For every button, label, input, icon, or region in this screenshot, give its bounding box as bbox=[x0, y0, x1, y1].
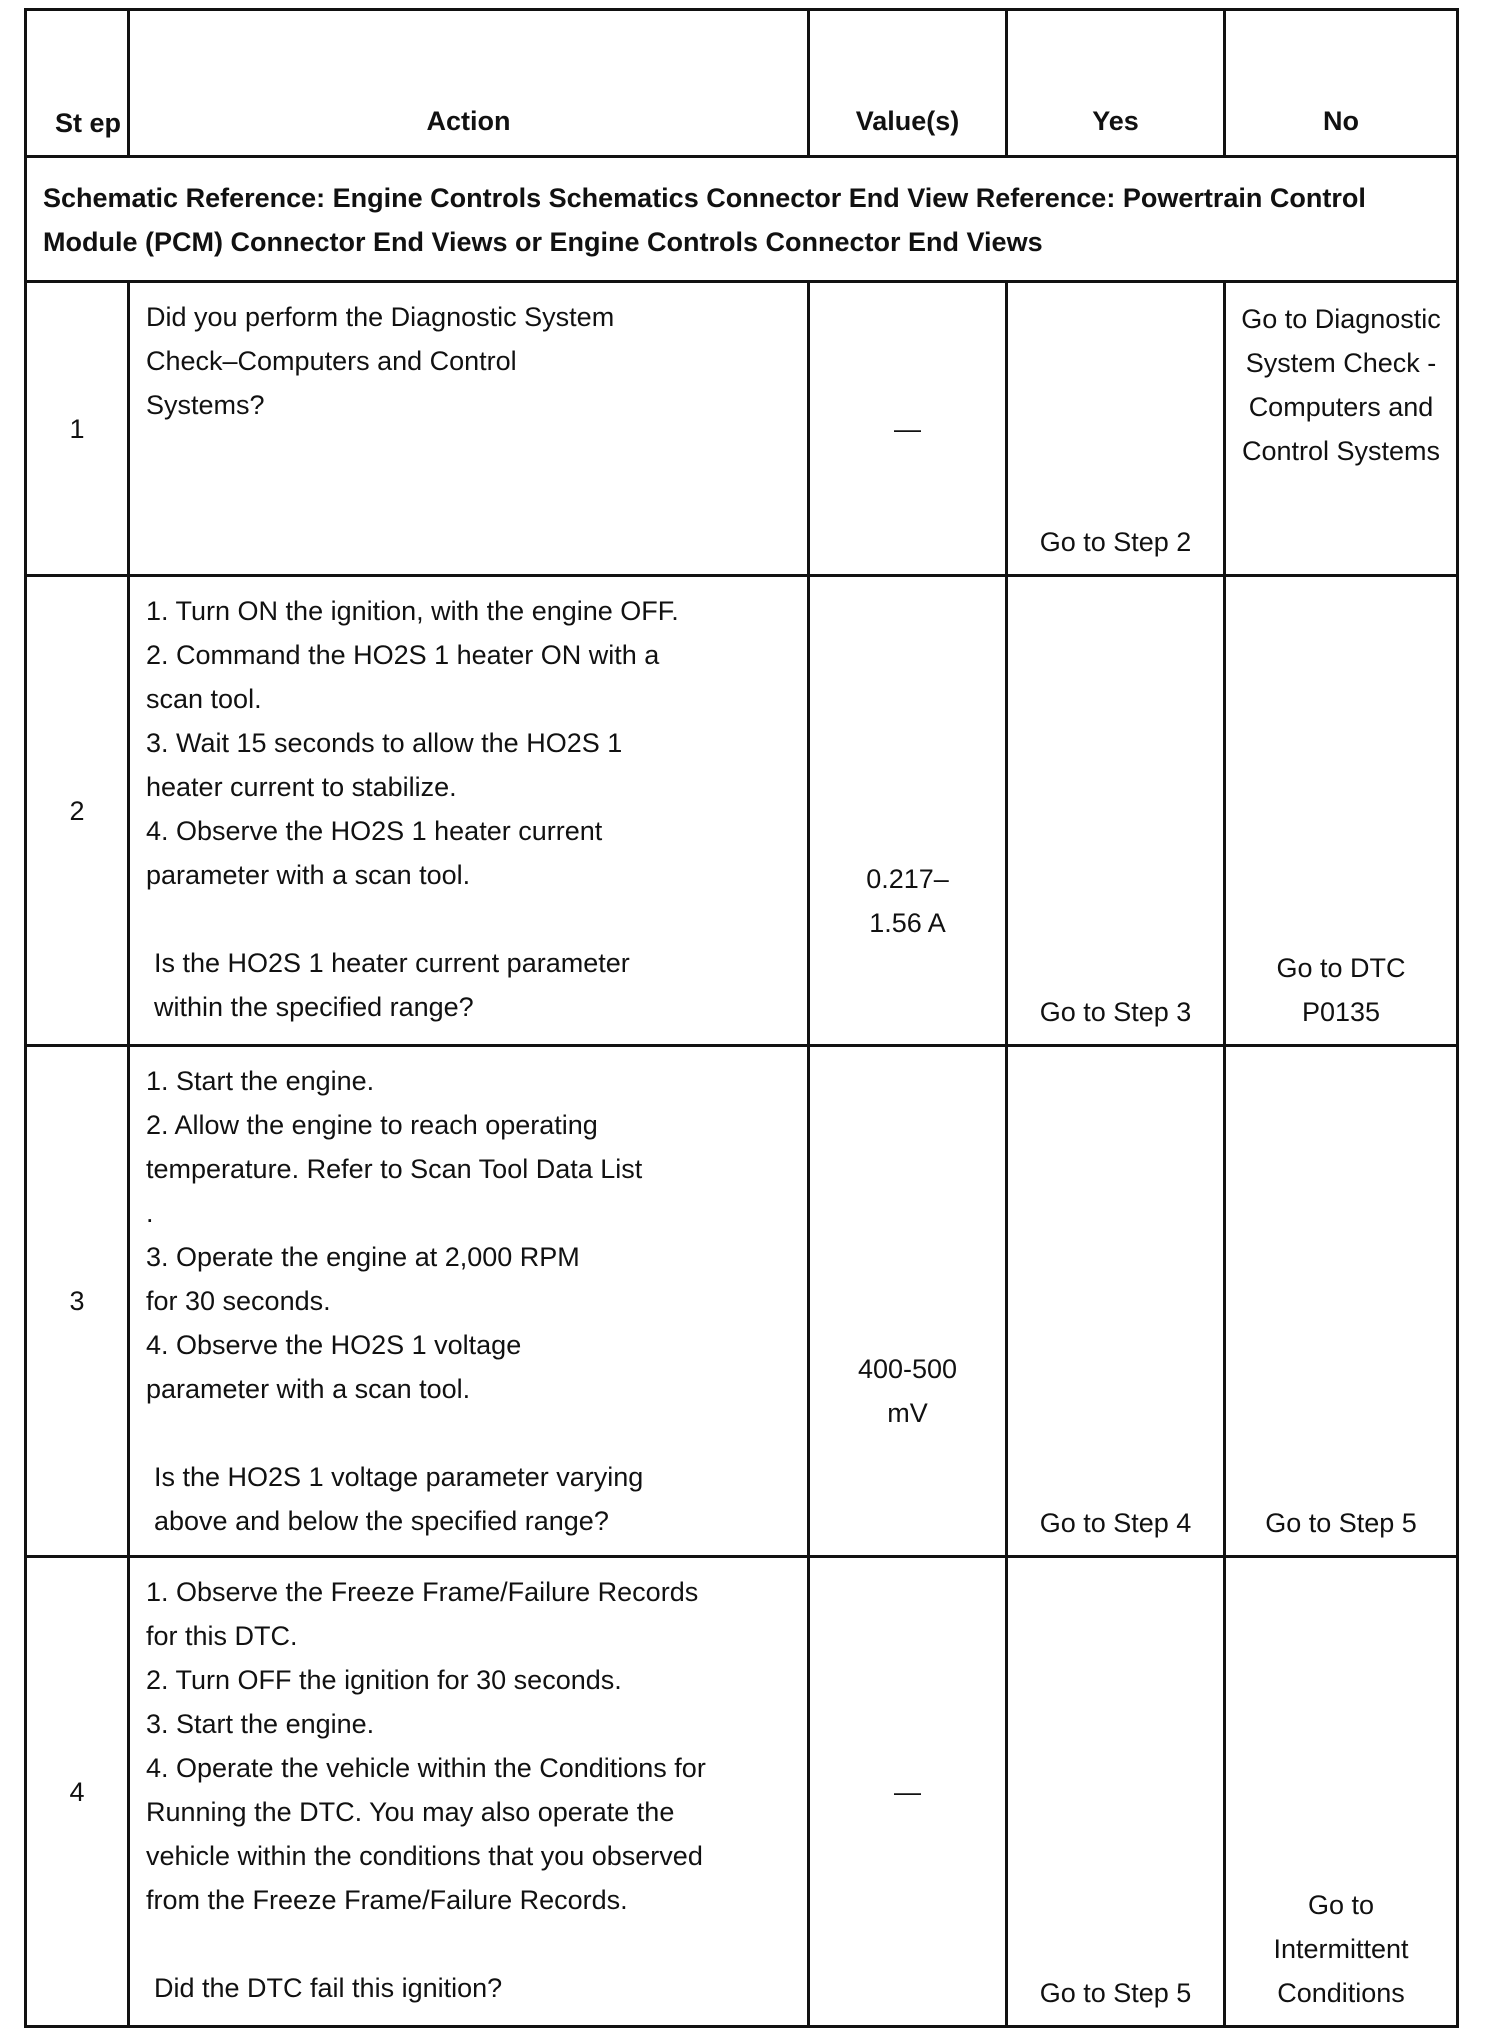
header-yes: Yes bbox=[1007, 10, 1225, 157]
action-line: 4. Observe the HO2S 1 voltage parameter with a scan tool. bbox=[146, 1330, 522, 1404]
yes-cell: Go to Step 3 bbox=[1007, 576, 1225, 1046]
action-line: 3. Start the engine. bbox=[146, 1709, 375, 1739]
reference-row bbox=[26, 157, 1458, 282]
action-line: 1. Observe the Freeze Frame/Failure Records for this DTC. bbox=[146, 1577, 699, 1651]
no-cell bbox=[1225, 576, 1458, 1046]
no-cell bbox=[1225, 282, 1458, 576]
yes-cell: Go to Step 4 bbox=[1007, 1046, 1225, 1557]
no-cell bbox=[1225, 1046, 1458, 1557]
header-action: Action bbox=[129, 10, 809, 157]
action-question: Is the HO2S 1 voltage parameter varying above and below the specified range? bbox=[154, 1462, 644, 1536]
action-line: 4. Observe the HO2S 1 heater current parameter with a scan tool. bbox=[146, 816, 603, 890]
value-cell: — bbox=[809, 1557, 1007, 2027]
diagnostic-table-page bbox=[24, 8, 1456, 2008]
action-line: 3. Operate the engine at 2,000 RPM for 30 seconds. bbox=[146, 1242, 580, 1316]
action-line: 3. Wait 15 seconds to allow the HO2S 1 heater current to stabilize. bbox=[146, 728, 623, 802]
yes-cell: Go to Step 2 bbox=[1007, 282, 1225, 576]
header-values: Value(s) bbox=[809, 10, 1007, 157]
header-no: No bbox=[1225, 10, 1458, 157]
action-line: 1. Start the engine. bbox=[146, 1066, 375, 1096]
action-line: 4. Operate the vehicle within the Conditions for Running the DTC. You may also operate the vehicle within the conditions that you observed from the Freeze Frame/Failure Records. bbox=[146, 1753, 706, 1915]
action-cell bbox=[129, 576, 809, 1046]
value-cell: — bbox=[809, 282, 1007, 576]
yes-cell: Go to Step 5 bbox=[1007, 1557, 1225, 2027]
no-target: Go to DTC P0135 bbox=[1276, 953, 1406, 1027]
value-cell: 0.217–1.56 A bbox=[809, 576, 1007, 1046]
action-cell bbox=[129, 1557, 809, 2027]
no-target: Go to Intermittent Conditions bbox=[1273, 1890, 1409, 2008]
diagnostic-table bbox=[24, 8, 1459, 2028]
value-cell: 400-500 mV bbox=[809, 1046, 1007, 1557]
action-line: 2. Command the HO2S 1 heater ON with a scan tool. bbox=[146, 640, 660, 714]
step-number: 4 bbox=[26, 1557, 129, 2027]
no-target: Go to Diagnostic System Check - Computers and Control Systems bbox=[1241, 304, 1441, 466]
action-line: Did you perform the Diagnostic System Check–Computers and Control Systems? bbox=[146, 302, 615, 420]
action-question: Did the DTC fail this ignition? bbox=[154, 1973, 503, 2003]
table-row bbox=[26, 576, 1458, 1046]
action-line: 2. Allow the engine to reach operating temperature. Refer to Scan Tool Data List . bbox=[146, 1110, 643, 1228]
schematic-reference: Schematic Reference: Engine Controls Schematics Connector End View Reference: Powertrain Control Module (PCM) Connector End Views or Engine Controls Connector End Views bbox=[26, 157, 1458, 282]
header-row bbox=[26, 10, 1458, 157]
action-question: Is the HO2S 1 heater current parameter within the specified range? bbox=[154, 948, 630, 1022]
header-step: St ep bbox=[26, 10, 129, 157]
table-row bbox=[26, 282, 1458, 576]
action-cell bbox=[129, 282, 809, 576]
no-target: Go to Step 5 bbox=[1265, 1508, 1417, 1538]
no-cell bbox=[1225, 1557, 1458, 2027]
action-line: 1. Turn ON the ignition, with the engine OFF. bbox=[146, 596, 679, 626]
step-number: 3 bbox=[26, 1046, 129, 1557]
table-row bbox=[26, 1557, 1458, 2027]
table-row bbox=[26, 1046, 1458, 1557]
action-line: 2. Turn OFF the ignition for 30 seconds. bbox=[146, 1665, 622, 1695]
action-cell bbox=[129, 1046, 809, 1557]
step-number: 2 bbox=[26, 576, 129, 1046]
step-number: 1 bbox=[26, 282, 129, 576]
